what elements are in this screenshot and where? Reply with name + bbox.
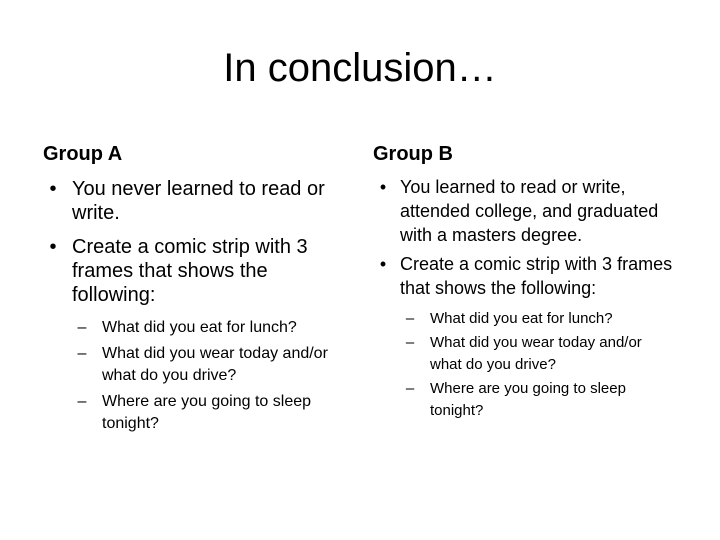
group-a-subitem — [43, 343, 343, 387]
subitem-text: Where are you going to sleep tonight? — [102, 393, 312, 432]
group-a-subitems — [43, 317, 343, 435]
dash-marker: – — [405, 334, 415, 351]
group-a-bullet — [43, 177, 343, 225]
dash-marker: – — [405, 380, 415, 397]
bullet-text: You learned to read or write, attended college, and graduated with a masters degree. — [400, 177, 659, 245]
bullet-marker: • — [379, 177, 387, 197]
slide-title: In conclusion… — [223, 46, 497, 90]
group-a-subitem — [43, 391, 343, 435]
sublist — [43, 317, 343, 435]
subitem-text: What did you eat for lunch? — [102, 319, 297, 336]
group-a-bullet — [43, 235, 343, 307]
group-b-subitem — [373, 378, 673, 422]
subitem-text: Where are you going to sleep tonight? — [430, 380, 626, 419]
group-a-heading: Group A — [43, 143, 123, 165]
bullet-text: You never learned to read or write. — [72, 178, 325, 224]
dash-marker: – — [77, 345, 87, 362]
dash-marker: – — [77, 319, 87, 336]
subitem-text: What did you wear today and/or what do you drive? — [430, 334, 642, 373]
subitem-text: What did you wear today and/or what do you drive? — [102, 345, 328, 384]
group-b-bullet — [373, 175, 673, 247]
bullet-marker: • — [49, 236, 57, 258]
group-b-list — [373, 175, 673, 424]
subitem-text: What did you eat for lunch? — [430, 310, 613, 327]
dash-marker: – — [405, 310, 415, 327]
bullet-marker: • — [379, 254, 387, 274]
group-a-list — [43, 177, 343, 439]
group-b-bullet — [373, 252, 673, 300]
dash-marker: – — [77, 393, 87, 410]
bullet-marker: • — [49, 178, 57, 200]
group-a-subitem — [43, 317, 343, 339]
group-b-heading: Group B — [373, 143, 453, 165]
group-b-subitem — [373, 332, 673, 376]
sublist — [373, 308, 673, 422]
group-b-subitems — [373, 308, 673, 422]
bullet-text: Create a comic strip with 3 frames that shows the following: — [400, 254, 673, 298]
bullet-text: Create a comic strip with 3 frames that shows the following: — [72, 236, 308, 306]
group-b-subitem — [373, 308, 673, 330]
